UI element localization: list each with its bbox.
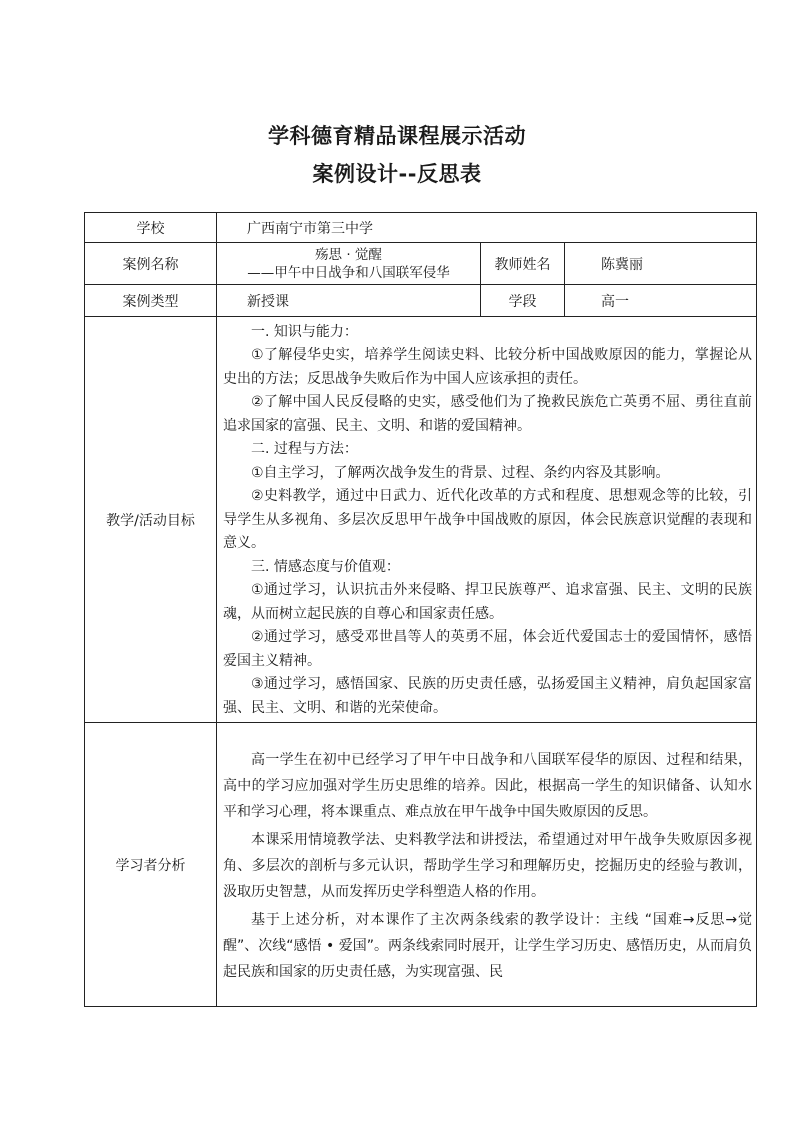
objectives-paragraph: ③通过学习，感悟国家、民族的历史责任感，弘扬爱国主义精神，肩负起国家富强、民主、文明、和谐的光荣使命。 (223, 676, 753, 716)
learner-analysis-content (217, 723, 757, 1007)
objectives-heading-3: 三. 情感态度与价值观： (251, 558, 400, 575)
objectives-content (217, 317, 757, 723)
row-objectives (85, 317, 757, 723)
objectives-paragraph: ②了解中国人民反侵略的史实，感受他们为了挽救民族危亡英勇不屈、勇往直前追求国家的富强、民主、文明、和谐的爱国精神。 (223, 394, 753, 434)
value-stage: 高一 (565, 285, 757, 317)
objectives-heading-2: 二. 过程与方法： (251, 441, 358, 458)
row-learner-analysis (85, 723, 757, 1007)
case-name-main: 殇思 · 觉醒 (315, 246, 382, 263)
learner-paragraph: 基于上述分析，对本课作了主次两条线索的教学设计：主线 “国难→反思→觉醒”、次线“感悟 • 爱国”。两条线索同时展开，让学生学习历史、感悟历史，从而肩负起民族和国家的历史责任感，为实现富强、民 (223, 911, 753, 980)
row-case-type (85, 285, 757, 317)
value-case-name (217, 243, 481, 285)
objectives-paragraph: ①了解侵华史实，培养学生阅读史料、比较分析中国战败原因的能力，掌握论从史出的方法；反思战争失败后作为中国人应该承担的责任。 (223, 347, 753, 387)
label-case-name: 案例名称 (85, 243, 217, 285)
objectives-heading-1: 一. 知识与能力： (251, 323, 358, 340)
learner-paragraph: 本课采用情境教学法、史料教学法和讲授法，希望通过对甲午战争失败原因多视角、多层次的剖析与多元认识，帮助学生学习和理解历史，挖掘历史的经验与教训，汲取历史智慧，从而发挥历史学科塑造人格的作用。 (223, 831, 753, 900)
objectives-paragraph: ②史料教学，通过中日武力、近代化改革的方式和程度、思想观念等的比较，引导学生从多视角、多层次反思甲午战争中国战败的原因，体会民族意识觉醒的表现和意义。 (223, 488, 753, 552)
value-case-type: 新授课 (217, 285, 481, 317)
title-line-2: 案例设计--反思表 (312, 162, 482, 186)
row-school (85, 213, 757, 243)
label-learner-analysis: 学习者分析 (85, 723, 217, 1007)
objectives-paragraph: ①自主学习，了解两次战争发生的背景、过程、条约内容及其影响。 (251, 464, 670, 481)
value-school: 广西南宁市第三中学 (217, 213, 757, 243)
learner-paragraph: 高一学生在初中已经学习了甲午中日战争和八国联军侵华的原因、过程和结果，高中的学习应加强对学生历史思维的培养。因此，根据高一学生的知识储备、认知水平和学习心理，将本课重点、难点放在甲午战争中国失败原因的反思。 (223, 751, 753, 820)
value-teacher: 陈冀丽 (565, 243, 757, 285)
label-objectives: 教学/活动目标 (85, 317, 217, 723)
case-name-sub: ——甲午中日战争和八国联军侵华 (247, 264, 450, 281)
label-case-type: 案例类型 (85, 285, 217, 317)
label-teacher: 教师姓名 (481, 243, 565, 285)
case-design-table (84, 212, 757, 1007)
title-line-1: 学科德育精品课程展示活动 (268, 124, 526, 148)
label-school: 学校 (85, 213, 217, 243)
objectives-paragraph: ①通过学习，认识抗击外来侵略、捍卫民族尊严、追求富强、民主、文明的民族魂，从而树立起民族的自尊心和国家责任感。 (223, 582, 753, 622)
row-case-name (85, 243, 757, 285)
objectives-paragraph: ②通过学习，感受邓世昌等人的英勇不屈，体会近代爱国志士的爱国情怀，感悟爱国主义精神。 (223, 629, 753, 669)
label-stage: 学段 (481, 285, 565, 317)
